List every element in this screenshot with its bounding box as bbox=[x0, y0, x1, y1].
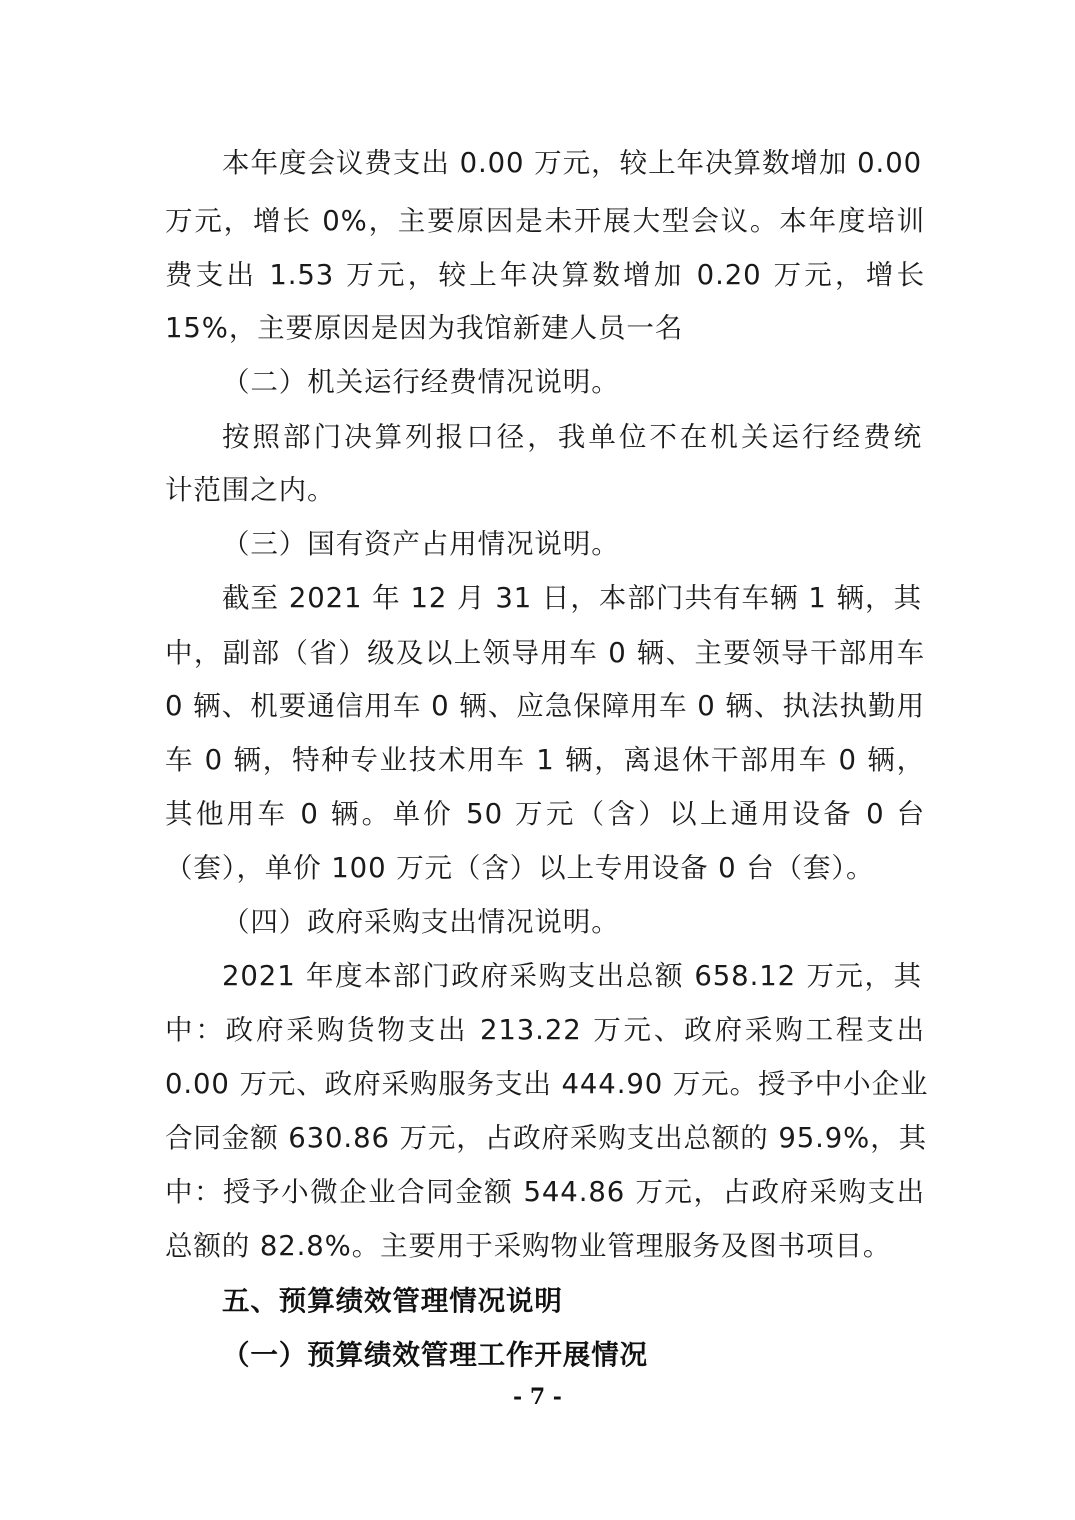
subsection-heading: （三）国有资产占用情况说明。 bbox=[222, 528, 620, 560]
paragraph-line: 计范围之内。 bbox=[165, 474, 336, 506]
section-heading: 五、预算绩效管理情况说明 bbox=[222, 1285, 563, 1317]
paragraph-line: 本年度会议费支出 0.00 万元，较上年决算数增加 0.00 bbox=[222, 147, 922, 179]
paragraph-line: 按照部门决算列报口径，我单位不在机关运行经费统 bbox=[222, 421, 922, 453]
paragraph-line: 其他用车 0 辆。单价 50 万元（含）以上通用设备 0 台 bbox=[165, 798, 925, 830]
subsection-heading: （二）机关运行经费情况说明。 bbox=[222, 366, 620, 398]
paragraph-line: 截至 2021 年 12 月 31 日，本部门共有车辆 1 辆，其 bbox=[222, 582, 922, 614]
paragraph-line: 中：政府采购货物支出 213.22 万元、政府采购工程支出 bbox=[165, 1014, 925, 1046]
paragraph-line: 15%，主要原因是因为我馆新建人员一名 bbox=[165, 312, 684, 344]
paragraph-line: 总额的 82.8%。主要用于采购物业管理服务及图书项目。 bbox=[165, 1230, 892, 1262]
paragraph-line: 2021 年度本部门政府采购支出总额 658.12 万元，其 bbox=[222, 960, 922, 992]
paragraph-line: （套），单价 100 万元（含）以上专用设备 0 台（套）。 bbox=[165, 852, 875, 884]
subsection-heading: （四）政府采购支出情况说明。 bbox=[222, 906, 620, 938]
paragraph-line: 车 0 辆，特种专业技术用车 1 辆，离退休干部用车 0 辆， bbox=[165, 744, 925, 776]
paragraph-line: 合同金额 630.86 万元，占政府采购支出总额的 95.9%，其 bbox=[165, 1122, 928, 1154]
subsection-heading: （一）预算绩效管理工作开展情况 bbox=[222, 1339, 648, 1371]
paragraph-line: 中：授予小微企业合同金额 544.86 万元，占政府采购支出 bbox=[165, 1176, 925, 1208]
paragraph-line: 费支出 1.53 万元，较上年决算数增加 0.20 万元，增长 bbox=[165, 259, 925, 291]
paragraph-line: 0.00 万元、政府采购服务支出 444.90 万元。授予中小企业 bbox=[165, 1068, 929, 1100]
paragraph-line: 0 辆、机要通信用车 0 辆、应急保障用车 0 辆、执法执勤用 bbox=[165, 690, 925, 722]
paragraph-line: 万元，增长 0%，主要原因是未开展大型会议。本年度培训 bbox=[165, 205, 925, 237]
page-number: - 7 - bbox=[513, 1384, 562, 1410]
paragraph-line: 中，副部（省）级及以上领导用车 0 辆、主要领导干部用车 bbox=[165, 637, 925, 669]
